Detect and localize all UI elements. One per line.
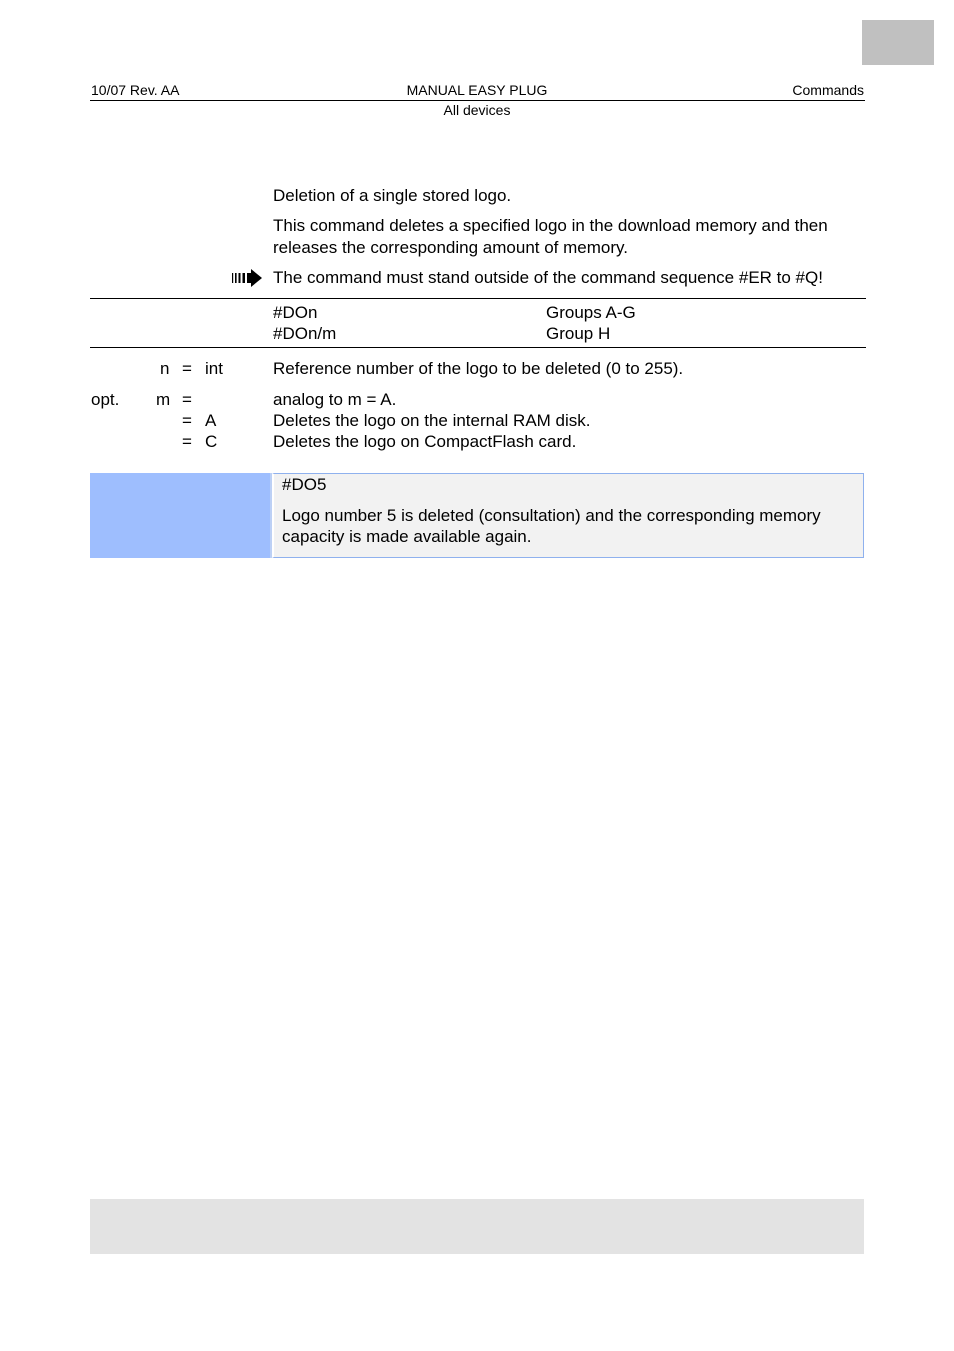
- syntax-top-divider: [90, 298, 866, 299]
- param-n-description: Reference number of the logo to be deleted (0 to 255).: [273, 359, 684, 378]
- param-m-equals: =: [182, 390, 192, 409]
- header-devices: All devices: [443, 102, 511, 118]
- header-revision: 10/07 Rev. AA: [91, 82, 180, 98]
- param-m-value-equals: =: [182, 411, 192, 430]
- example-code: #DO5: [282, 475, 327, 494]
- param-m-value: C: [205, 432, 218, 451]
- param-m-name: m: [156, 390, 171, 409]
- param-m-value-description: Deletes the logo on CompactFlash card.: [273, 432, 577, 451]
- command-summary: Deletion of a single stored logo.: [273, 186, 512, 205]
- arrow-right-icon: [230, 268, 264, 288]
- command-note: The command must stand outside of the command sequence #ER to #Q!: [273, 268, 823, 287]
- header-divider: [90, 100, 865, 101]
- param-n-type: int: [205, 359, 223, 378]
- header-manual-title: MANUAL EASY PLUG: [406, 82, 548, 98]
- syntax-command: #DOn/m: [273, 324, 337, 343]
- param-m-value-description: Deletes the logo on the internal RAM disk.: [273, 411, 591, 430]
- command-detail-line1: This command deletes a specified logo in the download memory and then: [273, 216, 828, 235]
- command-detail-line2: releases the corresponding amount of memory.: [273, 238, 628, 257]
- param-n-name: n: [160, 359, 170, 378]
- syntax-bottom-divider: [90, 347, 866, 348]
- page-corner-tab: [862, 20, 934, 65]
- example-text-line1: Logo number 5 is deleted (consultation) and the corresponding memory: [282, 506, 821, 525]
- example-separator: [270, 473, 272, 558]
- param-m-description: analog to m = A.: [273, 390, 397, 409]
- param-m-value-equals: =: [182, 432, 192, 451]
- syntax-groups: Group H: [546, 324, 611, 343]
- example-label-panel: [90, 473, 272, 558]
- example-text-line2: capacity is made available again.: [282, 527, 532, 546]
- footer-band: [90, 1199, 864, 1254]
- syntax-groups: Groups A-G: [546, 303, 636, 322]
- param-n-equals: =: [182, 359, 192, 378]
- header-section: Commands: [792, 82, 864, 98]
- param-m-optional: opt.: [91, 390, 120, 409]
- syntax-command: #DOn: [273, 303, 318, 322]
- param-m-value: A: [205, 411, 217, 430]
